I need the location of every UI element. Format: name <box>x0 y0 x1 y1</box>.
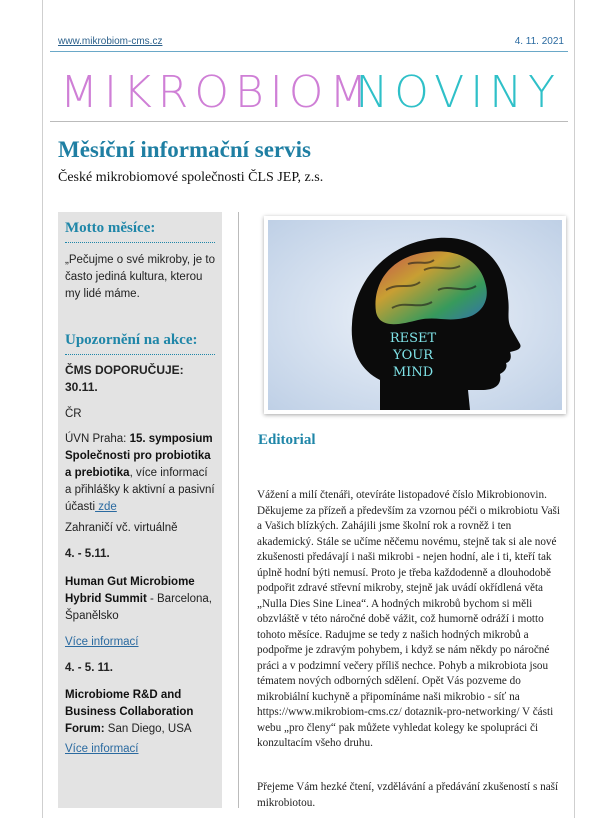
editorial-paragraph-2: Přejeme Vám hezké čtení, vzdělávání a předávání zkušeností s naší mikrobiotou. <box>257 781 559 809</box>
sidebar <box>58 212 222 808</box>
editorial-paragraph-1: Vážení a milí čtenáři, otevíráte listopadové číslo Mikrobionovin. Děkujeme za přízeň a především za vzornou péči o mikrobiotu Vaši a Vašich blízkých. Zahájili jsme školní rok a rovněž i ten akademický. Stále se učíme něčemu novému, stejně tak si ale nové zkušenosti předávají i naši mikrobi - nejen hodní, ale i ti, kteří tak úplně hodní býti nemusí. Proto je třeba každodenně a dlouhodobě podpořit zdravé střevní mikroby, stejně jak uvádí okřídlená věta „Nulla Dies Sine Linea“. A hodných mikrobů bychom si měli obzvláště v této náročné době vážit, což humorně odráží i motto tohoto měsíce. Radujme se tedy z našich hodných mikrobů a podpořme je zdravým pohybem, i když se nám někdy po náročné práci a v podzimní večery příliš nechce. Pohyb a mikrobiota jsou tématem nových odborných sdělení. Opět Vás pozveme do mikrobiální kuchyně a připomínáme naši mikrobio - síť na https://www.mikrobiom-cms.cz/ dotaznik-pro-networking/ V části webu „pro členy“ pak můžete vyhledat kolegy ke spolupráci či konzultacím všeho druhu. <box>257 489 560 749</box>
event1-location: - Barcelona, Španělsko <box>65 593 212 622</box>
event2-title: Microbiome R&D and Business Collaboration Forum: <box>65 689 194 735</box>
motto-text: „Pečujme o své mikroby, je to často jediná kultura, kterou my lidé máme. <box>65 254 215 300</box>
event1-more-link[interactable]: Více informací <box>65 636 139 648</box>
event2 <box>65 687 217 738</box>
uvn-details: , více informací a přihlášky k aktivní a pasivní účasti <box>65 467 215 513</box>
masthead-part-1: MIKROBIOM <box>60 67 374 118</box>
masthead-part-2: NOVINY <box>355 67 562 118</box>
country-label: ČR <box>65 408 82 420</box>
events-divider <box>65 354 215 355</box>
motto-divider <box>65 242 215 243</box>
image-text-line-3: MIND <box>392 365 434 380</box>
page-title: Měsíční informační servis <box>58 137 311 162</box>
reset-your-mind-image <box>264 216 566 414</box>
event1-title: Human Gut Microbiome Hybrid Summit <box>65 576 195 605</box>
uvn-link[interactable]: zde <box>95 501 117 513</box>
motto-heading: Motto měsíce: <box>65 220 156 236</box>
column-divider <box>238 212 239 808</box>
event1-date: 4. - 5.11. <box>65 548 110 560</box>
website-link[interactable]: www.mikrobiom-cms.cz <box>58 36 163 47</box>
head-illustration <box>268 220 562 410</box>
image-text-line-1: RESET <box>389 331 437 346</box>
top-divider <box>50 51 568 52</box>
abroad-label: Zahraničí vč. virtuálně <box>65 522 178 534</box>
uvn-title: 15. symposium Společnosti pro probiotika a prebiotika <box>65 433 213 479</box>
top-bar <box>58 36 564 52</box>
event2-more-link[interactable]: Více informací <box>65 743 139 755</box>
editorial-heading: Editorial <box>258 432 316 448</box>
issue-date: 4. 11. 2021 <box>514 36 564 47</box>
page-subtitle: České mikrobiomové společnosti ČLS JEP, z.s. <box>58 170 324 185</box>
recommend-text: ČMS DOPORUČUJE: 30.11. <box>65 363 184 394</box>
uvn-event <box>65 431 217 516</box>
event1 <box>65 574 217 625</box>
image-text-line-2: YOUR <box>393 348 433 363</box>
uvn-prefix: ÚVN Praha: <box>65 433 130 445</box>
masthead <box>60 68 561 118</box>
events-heading: Upozornění na akce: <box>65 332 198 348</box>
event2-location: San Diego, USA <box>104 723 192 735</box>
event2-date: 4. - 5. 11. <box>65 662 113 674</box>
masthead-divider <box>50 121 568 122</box>
